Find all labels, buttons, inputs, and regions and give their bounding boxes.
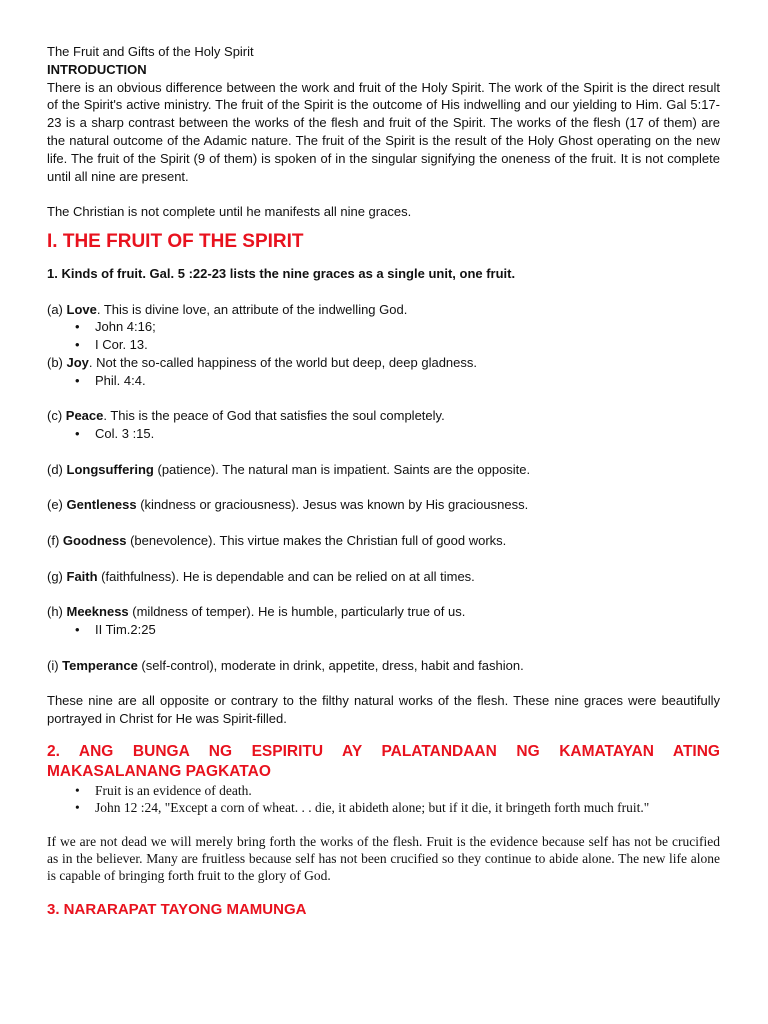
scripture-ref: • Col. 3 :15. [47, 425, 720, 443]
introduction-paragraph-2: The Christian is not complete until he manifests all nine graces. [47, 204, 412, 220]
document-page [47, 43, 720, 920]
fruit-name: Longsuffering [66, 461, 154, 477]
fruit-item-meekness: (h) Meekness (mildness of temper). He is humble, particularly true of us. • II Tim.2:25 [47, 603, 720, 639]
scripture-ref: • John 4:16; [47, 318, 720, 336]
nine-graces-paragraph: These nine are all opposite or contrary to the filthy natural works of the flesh. These nine graces were beautifully portrayed in Christ for He was Spirit-filled. [47, 693, 720, 726]
fruit-item-joy: (b) Joy. Not the so-called happiness of the world but deep, deep gladness. • Phil. 4:4. [47, 354, 720, 390]
kinds-heading: 1. Kinds of fruit. Gal. 5 :22-23 lists the nine graces as a single unit, one fruit. [47, 265, 516, 281]
fruit-item-temperance: (i) Temperance (self-control), moderate in drink, appetite, dress, habit and fashion. [47, 657, 524, 673]
fruit-item-love: (a) Love. This is divine love, an attribute of the indwelling God. • John 4:16; • I Cor. 13. [47, 301, 720, 354]
fruit-item-faith: (g) Faith (faithfulness). He is dependable and can be relied on at all times. [47, 568, 475, 584]
fruit-name: Love [66, 301, 97, 317]
section2-heading: 2. ANG BUNGA NG ESPIRITU AY PALATANDAAN NG KAMATAYAN ATING MAKASALANANG PAGKATAO [47, 742, 720, 780]
scripture-ref: • I Cor. 13. [47, 336, 720, 354]
fruit-name: Meekness [66, 604, 129, 620]
fruit-name: Faith [66, 568, 98, 584]
fruit-name: Peace [65, 408, 104, 424]
section3-heading: 3. NARARAPAT TAYONG MAMUNGA [47, 900, 307, 918]
fruit-name: Goodness [62, 532, 127, 548]
fruit-name: Joy [66, 354, 89, 370]
fruit-item-gentleness: (e) Gentleness (kindness or graciousness). Jesus was known by His graciousness. [47, 497, 529, 513]
fruit-item-goodness: (f) Goodness (benevolence). This virtue makes the Christian full of good works. [47, 532, 507, 548]
fruit-name: Gentleness [66, 497, 137, 513]
fruit-name: Temperance [62, 657, 138, 673]
scripture-ref: • Phil. 4:4. [47, 372, 720, 390]
scripture-ref: • II Tim.2:25 [47, 621, 720, 639]
section1-heading: I. THE FRUIT OF THE SPIRIT [47, 230, 304, 252]
fruit-item-peace: (c) Peace. This is the peace of God that satisfies the soul completely. • Col. 3 :15. [47, 407, 720, 443]
introduction-heading: INTRODUCTION [47, 61, 147, 77]
fruit-item-longsuffering: (d) Longsuffering (patience). The natural man is impatient. Saints are the opposite. [47, 461, 531, 477]
introduction-paragraph: There is an obvious difference between the work and fruit of the Holy Spirit. The work of the Spirit is the direct result of the Spirit's active ministry. The fruit of the Spirit is the outcome of His indwelling and our yielding to Him. Gal 5:17-23 is a sharp contrast between the works of the flesh and fruit of the Spirit. The works of the flesh (17 of them) are the natural outcome of the Adamic nature. The fruit of the Spirit is the result of the Holy Ghost operating on the new life. The fruit of the Spirit (9 of them) is spoken of in the singular signifying the oneness of the fruit. It is not complete until all nine are present. [47, 79, 720, 184]
section2-bullet: • Fruit is an evidence of death. [47, 782, 720, 799]
section2-body [47, 782, 720, 884]
section2-paragraph: If we are not dead we will merely bring forth the works of the flesh. Fruit is the evidence because self has not be crucified as in the believer. Many are fruitless because self has not been crucified so they continue to abide alone. The new life alone is capable of bringing forth fruit to the glory of God. [47, 833, 720, 883]
document-title: The Fruit and Gifts of the Holy Spirit [47, 44, 254, 59]
section2-bullet: • John 12 :24, "Except a corn of wheat. . . die, it abideth alone; but if it die, it bringeth forth much fruit." [47, 799, 720, 816]
